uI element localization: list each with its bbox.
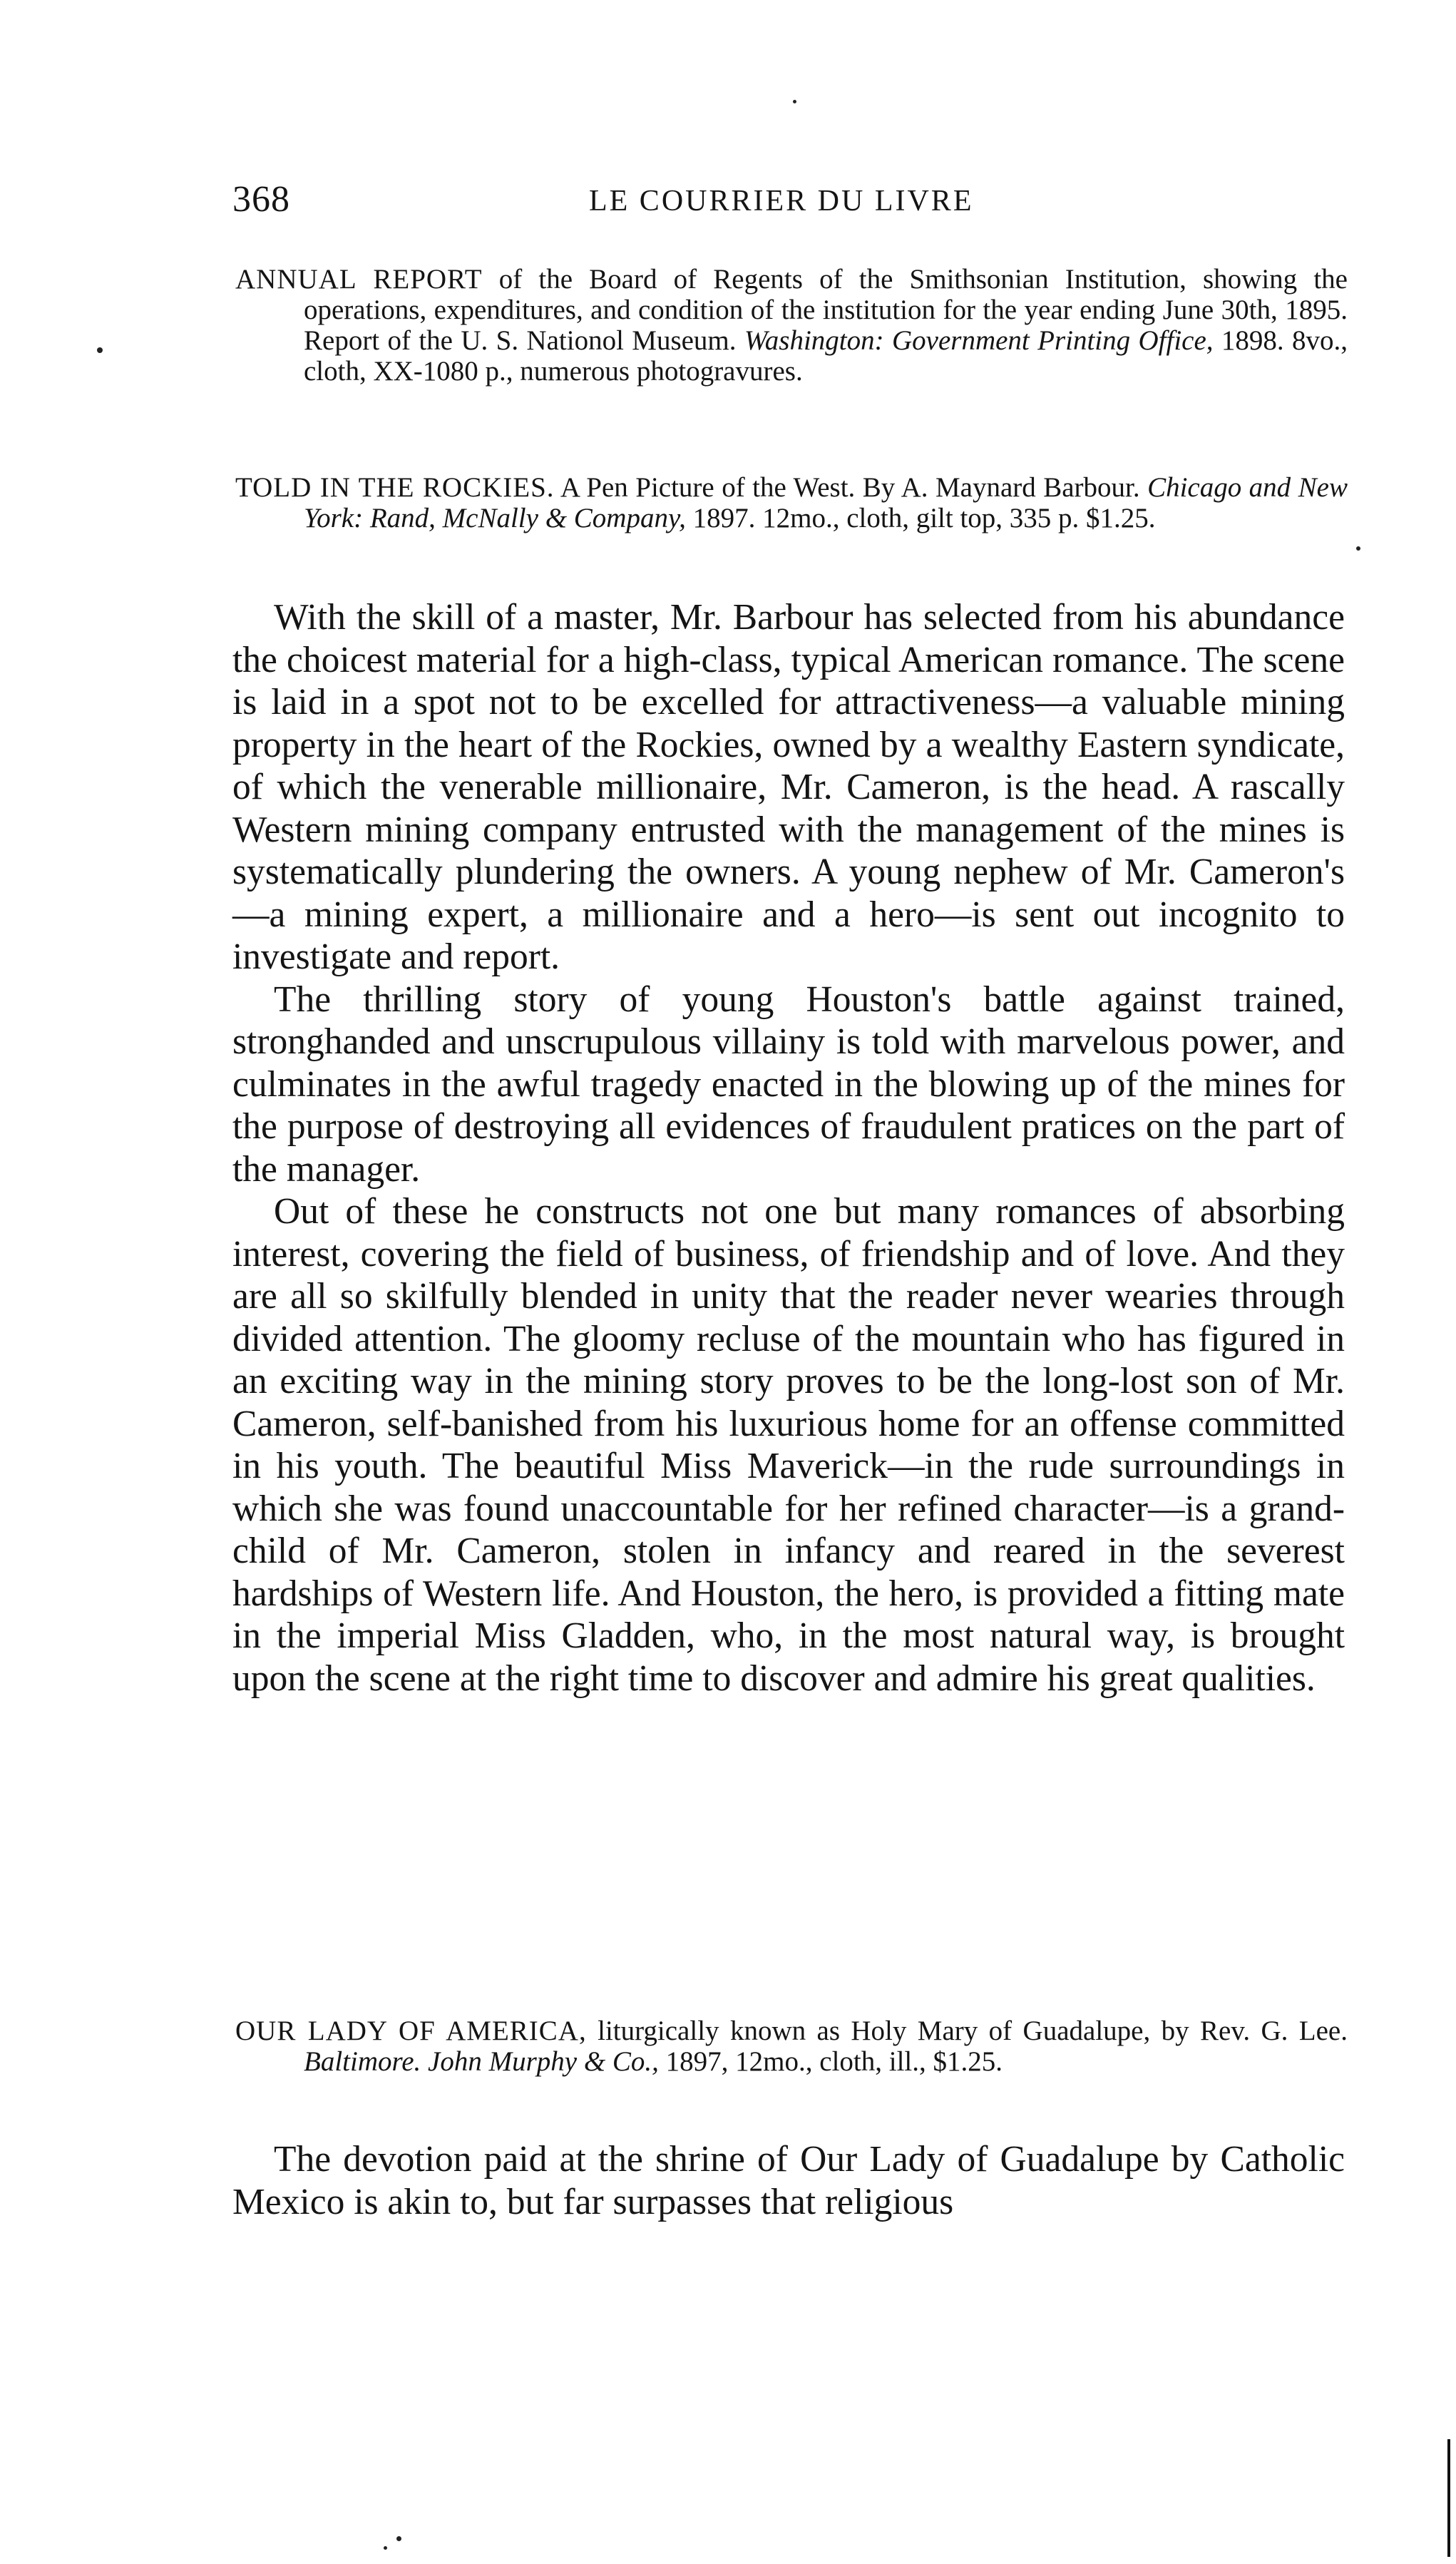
entry-description: liturgically known as Holy Mary of Guadalupe, by Rev. G. Lee. [586,2016,1348,2046]
review-text [232,596,1345,1700]
running-head: LE COURRIER DU LIVRE [589,185,974,218]
ink-speck [384,2546,387,2550]
review-paragraph: The devotion paid at the shrine of Our Lady of Guadalupe by Catholic Mexico is akin to, but far surpasses that religious [232,2139,1345,2222]
review-text [232,2138,1345,2223]
bibliography-entry [235,472,1348,533]
bibliography-entry [235,264,1348,387]
entry-description: A Pen Picture of the West. By A. Maynard Barbour. [554,472,1148,503]
entry-details: 1897. 12mo., cloth, gilt top, 335 p. $1.25. [685,503,1156,533]
entry-imprint: Chicago and New York: Rand, McNally & Company, [304,472,1348,533]
ink-speck [396,2536,401,2541]
entry-imprint: Baltimore. John Murphy & Co., [304,2046,659,2077]
entry-imprint: Washington: Government Printing Office, [744,325,1214,356]
ink-speck [793,100,796,103]
entry-details: 1898. 8vo., cloth, XX-1080 p., numerous photogravures. [304,325,1348,387]
ink-speck [1356,546,1360,551]
bibliography-entry [235,2016,1348,2077]
entry-title: TOLD IN THE ROCKIES. [235,472,555,503]
scan-edge-mark [1447,2439,1450,2557]
page-number: 368 [232,179,290,220]
review-paragraph: Out of these he constructs not one but many romances of absorbing interest, covering the field of business, of friendship and of love. And they are all so skilfully blended in unity that the reader never wearies through divided attention. The gloomy recluse of the mountain who has figured in an exciting way in the mining story proves to be the long-lost son of Mr. Cameron, self-banished from his luxurious home for an offense committed in his youth. The beautiful Miss Maverick—in the rude surroundings in which she was found unaccountable for her refined character—is a grand-child of Mr. Cameron, stolen in infancy and reared in the severest hardships of Western life. And Houston, the hero, is provided a fitting mate in the imperial Miss Gladden, who, in the most natural way, is brought upon the scene at the right time to discover and admire his great qualities. [232,1191,1345,1699]
entry-description: of the Board of Regents of the Smithsonian Institution, showing the operations, expenditures, and condition of the institution for the year ending June 30th, 1895. Report of the U. S. Nationol Museum. [304,264,1348,356]
entry-title: OUR LADY OF AMERICA, [235,2016,587,2046]
entry-title: ANNUAL REPORT [235,264,483,295]
review-paragraph: The thrilling story of young Houston's battle against trained, stronghanded and unscrupulous villainy is told with marvelous power, and culminates in the awful tragedy enacted in the blowing up of the mines for the purpose of destroying all evidences of fraudulent pratices on the part of the manager. [232,979,1345,1190]
page-header [232,178,1345,228]
entry-details: 1897, 12mo., cloth, ill., $1.25. [658,2046,1003,2077]
review-paragraph: With the skill of a master, Mr. Barbour has selected from his abundance the choicest material for a high-class, typical American romance. The scene is laid in a spot not to be excelled for attractiveness—a valuable mining property in the heart of the Rockies, owned by a wealthy Eastern syndicate, of which the venerable millionaire, Mr. Cameron, is the head. A rascally Western mining company entrusted with the management of the mines is systematically plundering the owners. A young nephew of Mr. Cameron's—a mining expert, a millionaire and a hero—is sent out incognito to investigate and report. [232,597,1345,977]
ink-speck [97,347,103,353]
